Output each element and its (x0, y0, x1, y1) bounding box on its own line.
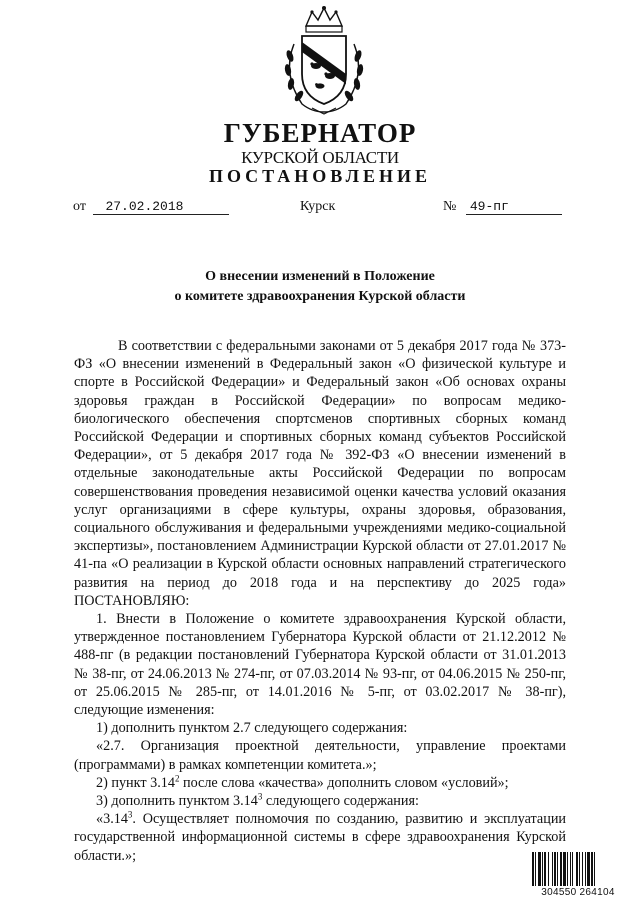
document-body (74, 337, 566, 865)
paragraph-preamble: В соответствии с федеральными законами от 5 декабря 2017 года № 373-ФЗ «О внесении изменений в Федеральный закон «О физической культуре и спорте в Российской Федерации» и Федеральный закон «Об основах охраны здоровья граждан в Российской Федерации» по вопросам медико-биологического обеспечения спортсменов спортивных сборных команд Российской Федерации и спортивных сборных команд субъектов Российской Федерации», от 5 декабря 2017 года № 392-ФЗ «О внесении изменений в отдельные законодательные акты Российской Федерации по вопросам совершенствования проведения независимой оценки качества условий оказания услуг организациями в сфере культуры, охраны здоровья, образования, социального обслуживания и федеральными учреждениями медико-социальной экспертизы», постановлением Администрации Курской области от 27.01.2017 № 41-па «О реализации в Курской области основных направлений стратегического развития на период до 2018 года и на перспективу до 2025 года» ПОСТАНОВЛЯЮ: (74, 338, 566, 609)
subject-line-2: о комитете здравоохранения Курской области (174, 289, 466, 304)
quote-3-14-sup: 3 (127, 809, 133, 820)
barcode (532, 852, 624, 898)
subitem-2-sup: 2 (174, 773, 180, 784)
barcode-bars (532, 852, 624, 886)
region-name: КУРСКОЙ ОБЛАСТИ (241, 148, 399, 167)
paragraph-subitem-2 (74, 774, 566, 792)
number-prefix: № (443, 199, 457, 214)
paragraph-subitem-1: 1) дополнить пунктом 2.7 следующего содержания: (96, 720, 408, 737)
city: Курск (300, 199, 336, 214)
subject-line-1: О внесении изменений в Положение (205, 269, 435, 284)
document-date: 27.02.2018 (93, 199, 229, 215)
paragraph-item-1: 1. Внести в Положение о комитете здравоохранения Курской области, утвержденное постановлением Губернатора Курской области от 21.12.2012 № 488-пг (в редакции постановлений Губернатора Курской области от 31.01.2013 № 38-пг, от 24.06.2013 № 274-пг, от 07.03.2014 № 93-пг, от 04.06.2015 № 250-пг, от 25.06.2015 № 285-пг, от 14.01.2016 № 5-пг, от 03.02.2017 № 38-пг), следующие изменения: (74, 611, 566, 719)
date-line (73, 199, 229, 215)
document-number: 49-пг (466, 199, 562, 215)
coat-of-arms-emblem (272, 4, 376, 116)
subitem-3-end: следующего содержания: (262, 793, 419, 810)
subitem-2-end: после слова «качества» дополнить словом «условий»; (179, 774, 509, 791)
subitem-3-start: 3) дополнить пунктом 3.14 (96, 793, 258, 810)
subitem-3-sup: 3 (257, 791, 263, 802)
quote-3-14-start: «3.14 (96, 811, 128, 828)
date-prefix: от (73, 199, 86, 214)
subitem-2-start: 2) пункт 3.14 (96, 774, 175, 791)
quote-3-14-end: . Осуществляет полномочия по созданию, развитию и эксплуатации государственной информационной системы в сфере здравоохранения Курской области.»; (74, 811, 566, 864)
governor-title: ГУБЕРНАТОР (223, 118, 417, 148)
paragraph-quote-2-7: «2.7. Организация проектной деятельности, управление проектами (программами) в рамках компетенции комитета.»; (74, 738, 566, 773)
document-type: ПОСТАНОВЛЕНИЕ (208, 166, 432, 186)
paragraph-subitem-3 (74, 792, 566, 810)
barcode-number: 304550 264104 (541, 887, 615, 898)
number-line (443, 199, 562, 215)
document-subject (0, 267, 640, 307)
barcode-bar (595, 852, 597, 886)
paragraph-quote-3-14 (74, 810, 566, 865)
